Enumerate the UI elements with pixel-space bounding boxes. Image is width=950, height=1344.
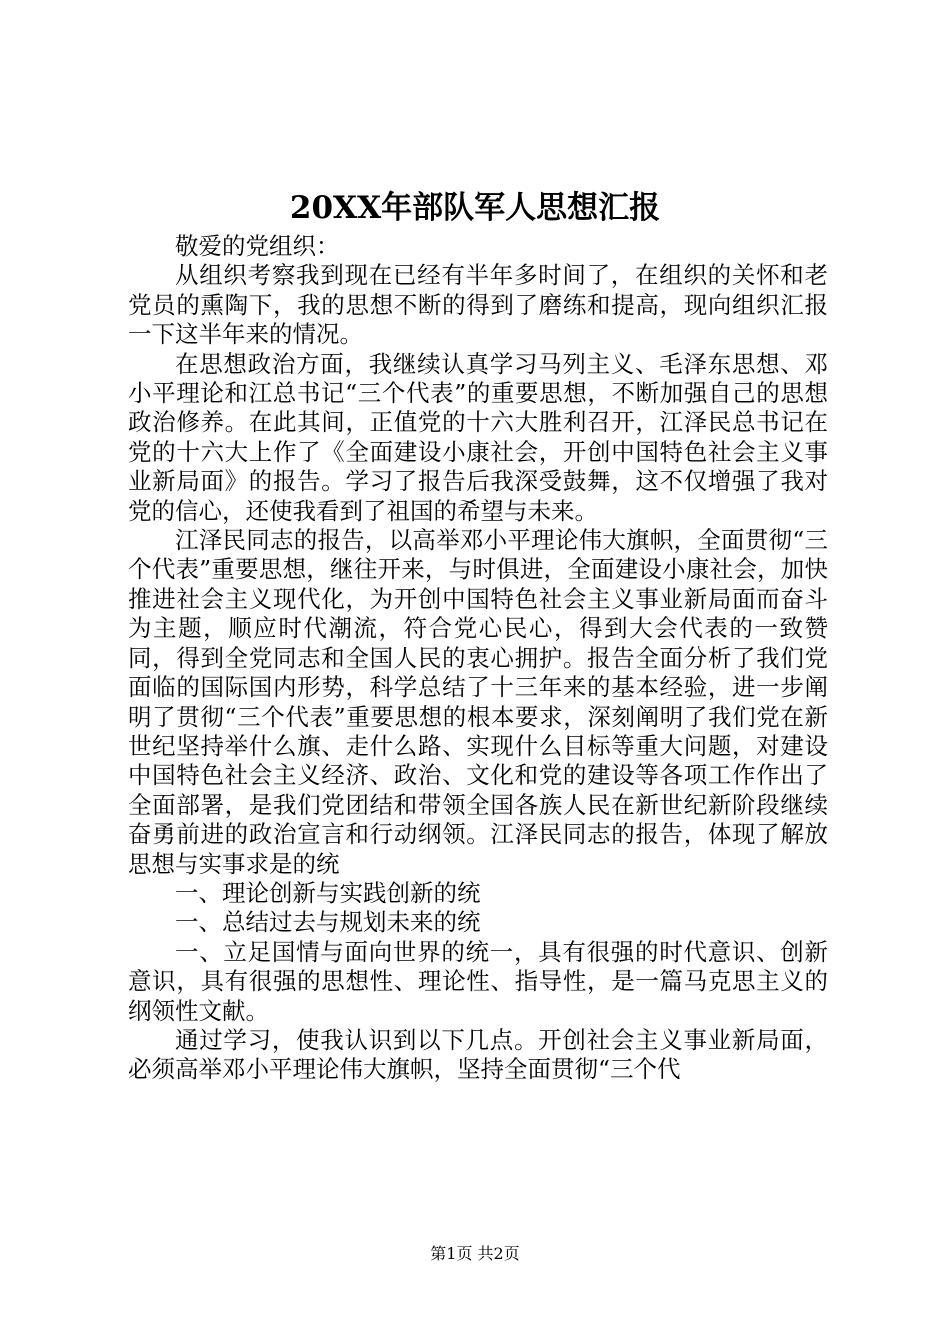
salutation: 敬爱的党组织： — [175, 232, 340, 260]
paragraph: 从组织考察我到现在已经有半年多时间了，在组织的关怀和老党员的熏陶下，我的思想不断的得到了磨练和提高，现向组织汇报一下这半年来的情况。 — [128, 261, 828, 349]
list-item: 一、立足国情与面向世界的统一，具有很强的时代意识、创新意识，具有很强的思想性、理论性、指导性，是一篇马克思主义的纲领性文献。 — [128, 937, 828, 1025]
paragraph: 江泽民同志的报告，以高举邓小平理论伟大旗帜，全面贯彻“三个代表”重要思想，继往开来，与时俱进，全面建设小康社会，加快推进社会主义现代化，为开创中国特色社会主义事业新局面而奋斗为主题，顺应时代潮流，符合党心民心，得到大会代表的一致赞同，得到全党同志和全国人民的衷心拥护。报告全面分析了我们党面临的国际国内形势，科学总结了十三年来的基本经验，进一步阐明了贯彻“三个代表”重要思想的根本要求，深刻阐明了我们党在新世纪坚持举什么旗、走什么路、实现什么目标等重大问题，对建设中国特色社会主义经济、政治、文化和党的建设等各项工作作出了全面部署，是我们党团结和带领全国各族人民在新世纪新阶段继续奋勇前进的政治宣言和行动纲领。江泽民同志的报告，体现了解放思想与实事求是的统 — [128, 526, 828, 878]
paragraph: 通过学习，使我认识到以下几点。开创社会主义事业新局面，必须高举邓小平理论伟大旗帜，坚持全面贯彻“三个代 — [128, 1025, 828, 1084]
page-number: 第1页 共2页 — [430, 1244, 520, 1263]
list-item: 一、理论创新与实践创新的统 — [175, 878, 481, 907]
paragraph: 在思想政治方面，我继续认真学习马列主义、毛泽东思想、邓小平理论和江总书记“三个代表”的重要思想，不断加强自己的思想政治修养。在此其间，正值党的十六大胜利召开，江泽民总书记在党的十六大上作了《全面建设小康社会，开创中国特色社会主义事业新局面》的报告。学习了报告后我深受鼓舞，这不仅增强了我对党的信心，还使我看到了祖国的希望与未来。 — [128, 349, 828, 525]
list-item: 一、总结过去与规划未来的统 — [175, 908, 481, 937]
document-body — [128, 232, 828, 1085]
document-title: 20XX年部队军人思想汇报 — [289, 190, 661, 226]
